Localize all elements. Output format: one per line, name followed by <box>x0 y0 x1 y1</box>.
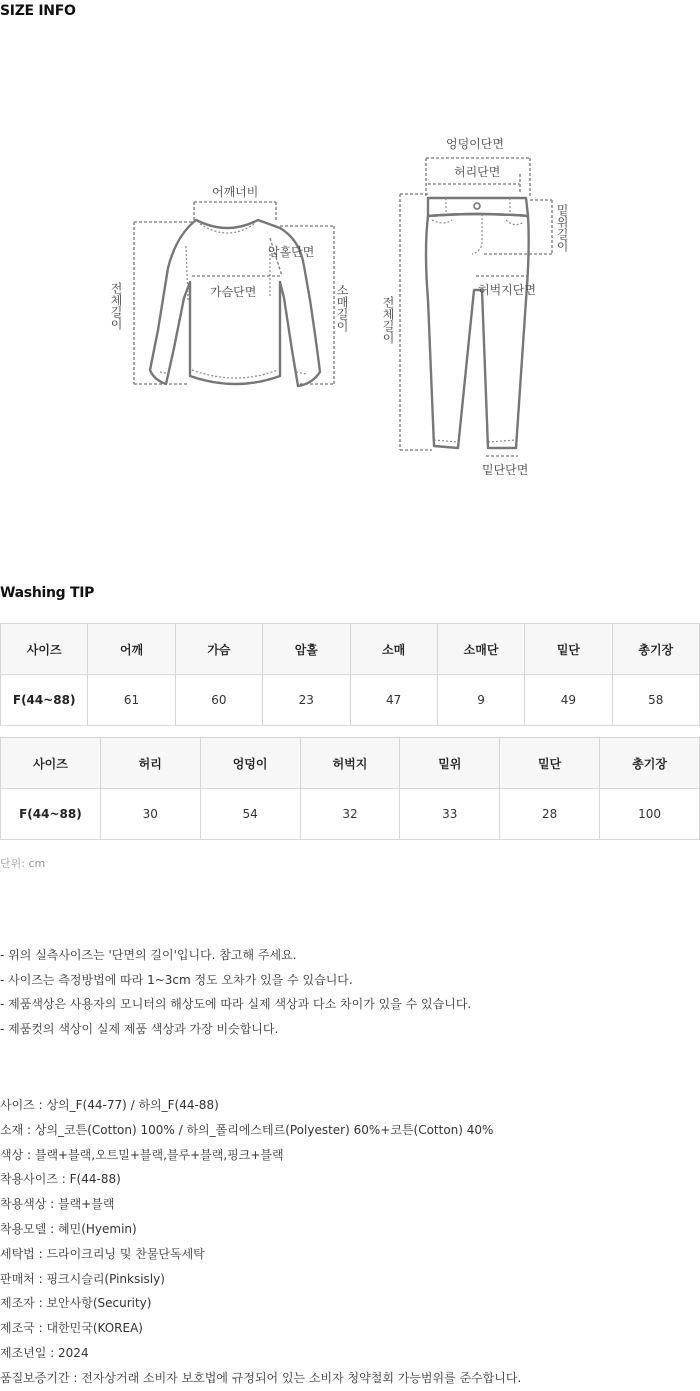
table-header-cell: 밑단 <box>500 738 600 789</box>
top-size-table <box>0 623 700 726</box>
size-info-title: SIZE INFO <box>0 3 76 19</box>
table-header-cell: 어깨 <box>88 624 175 675</box>
bottom-waist-label: 허리단면 <box>454 165 501 179</box>
note-item: - 제품컷의 색상이 실제 제품 색상과 가장 비슷합니다. <box>0 1021 279 1036</box>
table-cell: F(44~88) <box>1 675 88 726</box>
spec-item: 품질보증기간 : 전자상거래 소비자 보호법에 규정되어 있는 소비자 청약철회 가능범위를 준수합니다. <box>0 1370 522 1385</box>
spec-item: 제조국 : 대한민국(KOREA) <box>0 1321 143 1336</box>
bottom-size-table <box>0 737 700 840</box>
bottom-garment-illustration <box>426 198 529 448</box>
spec-item: 제조자 : 보안사항(Security) <box>0 1296 152 1311</box>
table-header-cell: 암홀 <box>263 624 350 675</box>
table-row <box>1 789 700 840</box>
spec-item: 세탁법 : 드라이크리닝 및 찬물단독세탁 <box>0 1246 205 1261</box>
spec-item: 색상 : 블랙+블랙,오트밀+블랙,블루+블랙,핑크+블랙 <box>0 1147 284 1162</box>
table-cell: 58 <box>612 675 699 726</box>
spec-item: 착용사이즈 : F(44-88) <box>0 1172 121 1187</box>
table-cell: 100 <box>600 789 700 840</box>
table-header-cell: 총기장 <box>612 624 699 675</box>
bottom-rise-label: 밑위길이 <box>555 204 569 252</box>
table-header-cell: 허벅지 <box>300 738 400 789</box>
spec-item: 착용색상 : 블랙+블랙 <box>0 1197 115 1212</box>
table-header-cell: 가슴 <box>175 624 262 675</box>
table-header-cell: 엉덩이 <box>200 738 300 789</box>
table-header-cell: 허리 <box>100 738 200 789</box>
table-header-cell: 소매단 <box>437 624 524 675</box>
bottom-hip-label: 엉덩이단면 <box>446 137 504 151</box>
size-diagram <box>0 120 700 500</box>
top-chest-label: 가슴단면 <box>210 285 257 299</box>
washing-tip-title: Washing TIP <box>0 585 95 601</box>
note-item: - 제품색상은 사용자의 모니터의 해상도에 따라 실제 색상과 다소 차이가 있을 수 있습니다. <box>0 997 472 1011</box>
spec-item: 사이즈 : 상의_F(44-77) / 하의_F(44-88) <box>0 1098 219 1112</box>
top-total-length-label: 전체길이 <box>109 282 123 330</box>
table-cell: F(44~88) <box>1 789 101 840</box>
table-header-cell: 사이즈 <box>1 738 101 789</box>
top-shoulder-label: 어깨너비 <box>212 185 259 199</box>
bottom-hem-label: 밑단단면 <box>482 463 529 477</box>
note-item: - 사이즈는 측정방법에 따라 1~3cm 정도 오차가 있을 수 있습니다. <box>0 972 353 987</box>
table-row <box>1 675 700 726</box>
spec-item: 소재 : 상의_코튼(Cotton) 100% / 하의_폴리에스테르(Polyester) 60%+코튼(Cotton) 40% <box>0 1122 494 1137</box>
spec-item: 판매처 : 핑크시슬리(Pinksisly) <box>0 1271 165 1286</box>
product-specs-list <box>0 1093 521 1391</box>
table-cell: 9 <box>437 675 524 726</box>
top-sleeve-length-label: 소매길이 <box>335 284 349 332</box>
table-cell: 54 <box>200 789 300 840</box>
table-cell: 33 <box>400 789 500 840</box>
top-armhole-label: 암홀단면 <box>268 245 315 259</box>
table-header-cell: 소매 <box>350 624 437 675</box>
table-cell: 49 <box>525 675 612 726</box>
bottom-total-length-label: 전체길이 <box>381 296 395 344</box>
table-header-row <box>1 738 700 789</box>
spec-item: 제조년일 : 2024 <box>0 1345 89 1360</box>
table-cell: 61 <box>88 675 175 726</box>
table-header-cell: 밑단 <box>525 624 612 675</box>
table-header-cell: 총기장 <box>600 738 700 789</box>
table-cell: 23 <box>263 675 350 726</box>
table-header-cell: 사이즈 <box>1 624 88 675</box>
table-cell: 30 <box>100 789 200 840</box>
note-item: - 위의 실측사이즈는 '단면의 길이'입니다. 참고해 주세요. <box>0 948 297 962</box>
table-header-cell: 밑위 <box>400 738 500 789</box>
table-cell: 47 <box>350 675 437 726</box>
bottom-thigh-label: 허벅지단면 <box>478 283 536 297</box>
table-cell: 60 <box>175 675 262 726</box>
table-cell: 32 <box>300 789 400 840</box>
unit-note: 단위: cm <box>0 857 46 870</box>
table-cell: 28 <box>500 789 600 840</box>
notes-list <box>0 943 471 1041</box>
spec-item: 착용모델 : 혜민(Hyemin) <box>0 1221 137 1236</box>
table-header-row <box>1 624 700 675</box>
